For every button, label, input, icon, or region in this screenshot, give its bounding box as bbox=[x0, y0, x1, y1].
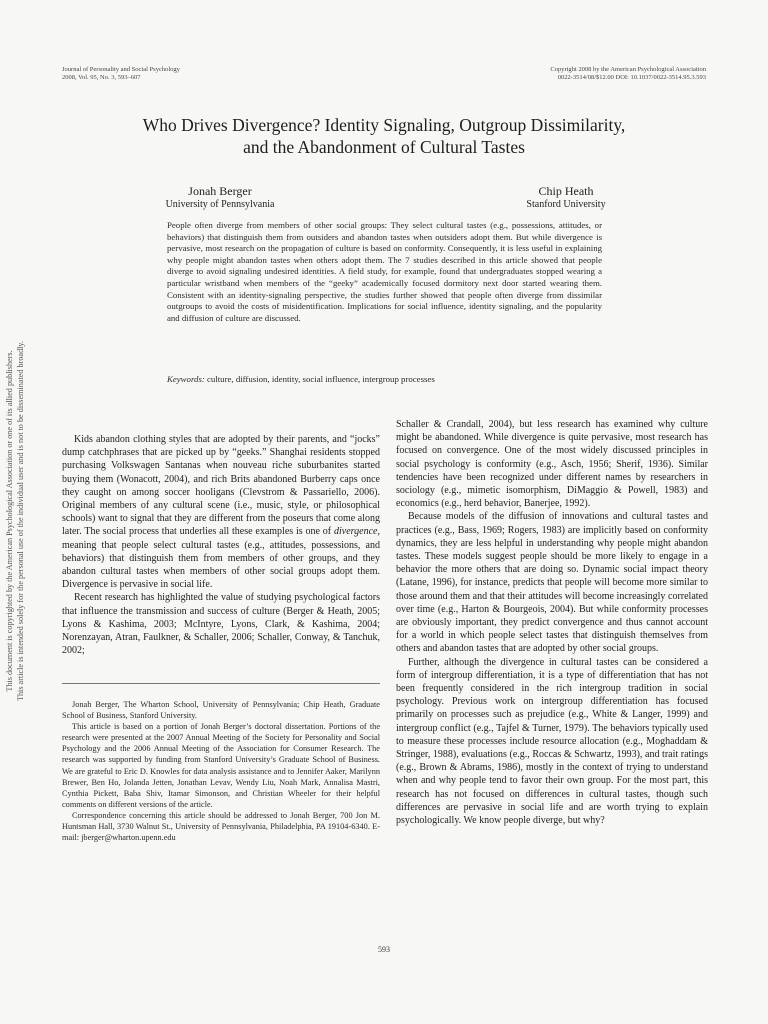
author-note-correspondence: Correspondence concerning this article should be addressed to Jonah Berger, 700 Jon M. Huntsman Hall, 3730 Walnut St., University of Pennsylvania, Philadelphia, PA 19104-6340. E-mail: jberger@wharton.upenn.edu bbox=[62, 810, 380, 843]
body-paragraph: Schaller & Crandall, 2004), but less research has examined why culture might be abandoned. While divergence is quite pervasive, most research has focused on convergence. One of the most widely discussed principles in social psychology is conformity (e.g., Asch, 1956; Sherif, 1936). Similar tendencies have been recognized under different names by researchers in sociology (e.g., mimetic isomorphism, DiMaggio & Powell, 1983) and economics (e.g., herd behavior, Banerjee, 1992). bbox=[396, 419, 708, 510]
body-paragraph: Further, although the divergence in cultural tastes can be considered a form of intergroup differentiation, it is a type of differentiation that has not been frequently considered in the rich intergroup tradition in social psychology. Previous work on intergroup differentiation has focused primarily on processes such as prejudice (e.g., White & Langer, 1999) and intergroup conflict (e.g., Tajfel & Turner, 1979). The behaviors typically used to measure these processes include resource allocation (e.g., Moghaddam & Stringer, 1988), evaluations (e.g., Roccas & Schwartz, 1993), and trait ratings (e.g., Brown & Abrams, 1986), mostly in the context of trying to understand when and why people tend to favor their own group. For the most part, this research has not focused on differences in cultural tastes, though such differences are pervasive in social life and are worth trying to explain psychologically. We know people diverge, but why? bbox=[396, 656, 708, 827]
title-line-1: Who Drives Divergence? Identity Signaling, Outgroup Dissimilarity, bbox=[142, 115, 626, 135]
side-notice-line-2: This article is intended solely for the personal use of the individual user and is not to be disseminated broadly. bbox=[16, 340, 25, 702]
paragraph-text: , meaning that people select cultural tastes (e.g., attitudes, possessions, and behaviors) that distinguish them from members of other groups, and they abandon cultural tastes when members of other social groups adopt them. Divergence is pervasive in social life. bbox=[62, 526, 380, 591]
side-notice-line-1: This document is copyrighted by the American Psychological Association or one of its allied publishers. bbox=[5, 350, 14, 692]
keywords bbox=[167, 374, 602, 385]
copyright-line: Copyright 2008 by the American Psychological Association bbox=[550, 66, 706, 73]
abstract: People often diverge from members of other social groups: They select cultural tastes (e.g., possessions, attitudes, or behaviors) that distinguish them from outsiders and abandon tastes when outsiders adopt them. But while divergence is pervasive, most research on the propagation of culture is based on conformity. Consequently, it is less useful in explaining why people might abandon tastes when others adopt them. The 7 studies described in this article showed that people diverge to avoid signaling undesired identities. A field study, for example, found that undergraduates stopped wearing a particular wristband when members of the “geeky” academically focused dormitory next door started wearing them. Consistent with an identity-signaling perspective, the studies further showed that people often diverge from dissimilar outgroups to avoid the costs of misidentification. Implications for social influence, identity signaling, and the popularity and diffusion of culture are discussed. bbox=[167, 220, 602, 323]
doi-line: 0022-3514/08/$12.00 DOI: 10.1037/0022-3514.95.3.593 bbox=[557, 74, 706, 81]
copyright-side-notice bbox=[4, 171, 26, 871]
author-name: Jonah Berger bbox=[188, 184, 252, 198]
emphasis-divergence: divergence bbox=[334, 526, 378, 538]
author-affiliation: Stanford University bbox=[526, 199, 606, 210]
author-name: Chip Heath bbox=[538, 184, 594, 198]
page-number: 593 bbox=[378, 945, 390, 954]
keywords-list: culture, diffusion, identity, social influence, intergroup processes bbox=[204, 374, 435, 384]
article-title bbox=[60, 114, 708, 158]
author-affiliation: University of Pennsylvania bbox=[165, 199, 275, 210]
footnote-divider bbox=[62, 683, 380, 684]
author-notes bbox=[62, 699, 380, 843]
author-note-affiliations: Jonah Berger, The Wharton School, University of Pennsylvania; Chip Heath, Graduate School of Business, Stanford University. bbox=[62, 700, 380, 721]
author-block-2 bbox=[496, 185, 636, 211]
paragraph-text: Kids abandon clothing styles that are adopted by their parents, and “jocks” dump catchphrases that are picked up by “geeks.” Shanghai residents stopped purchasing Volkswagen Santanas when nouveau riche suburbanites started buying them (Wonacott, 2004), and rich Brits abandoned Burberry caps once they caught on among soccer hooligans (Clevstrom & Passariello, 2006). Original members of any cultural scene (i.e., music, style, or philosophical schools) want to signal that they are different from the poseurs that come along later. The social process that underlies all these examples is one of bbox=[62, 434, 380, 538]
body-paragraph: Because models of the diffusion of innovations and cultural tastes and practices (e.g., Bass, 1969; Rogers, 1983) are implicitly based on conformity dynamics, they are less helpful in understanding why people might abandon tastes. These models suggest people should be more likely to engage in a behavior the more others that are doing so. Dynamic social impact theory (Latane, 1996), for instance, predicts that people will become more similar to those around them and that their attitudes will become increasingly correlated over time (e.g., Harton & Bourgeois, 2004). But while conformity processes are obviously important, they predict convergence and thus cannot account for a world in which people select tastes that distinguish themselves from others and abandon tastes that are adopted by other social groups. bbox=[396, 511, 708, 655]
keywords-label: Keywords: bbox=[167, 374, 205, 384]
journal-header-left bbox=[62, 66, 180, 82]
body-paragraph bbox=[62, 433, 380, 591]
body-column-right bbox=[396, 418, 708, 827]
title-line-2: and the Abandonment of Cultural Tastes bbox=[243, 137, 525, 157]
journal-volume: 2008, Vol. 95, No. 3, 593–607 bbox=[62, 74, 141, 81]
journal-header-right bbox=[550, 66, 706, 82]
author-note-acknowledgments: This article is based on a portion of Jonah Berger’s doctoral dissertation. Portions of the research were presented at the 2007 Annual Meeting of the Society for Personality and Social Psychology and the 2006 Annual Meeting of the Association for Consumer Research. The research was supported by funding from Stanford University’s Graduate School of Business. We are grateful to Eric D. Knowles for data analysis assistance and to Jennifer Aaker, Marilynn Brewer, Ben Ho, Jolanda Jetten, Jonathan Levav, Wendy Liu, Noah Mark, Annalisa Mastri, Cynthia Pickett, Baba Shiv, Itamar Simonson, and Christian Wheeler for their helpful comments on different versions of the article. bbox=[62, 722, 380, 809]
body-column-left bbox=[62, 433, 380, 657]
journal-name: Journal of Personality and Social Psychology bbox=[62, 66, 180, 73]
author-block-1 bbox=[120, 185, 320, 211]
body-paragraph: Recent research has highlighted the value of studying psychological factors that influence the transmission and success of culture (Berger & Heath, 2005; Lyons & Kashima, 2003; McIntyre, Lyons, Clark, & Kashima, 2004; Norenzayan, Atran, Faulkner, & Schaller, 2006; Schaller, Conway, & Tanchuk, 2002; bbox=[62, 592, 380, 657]
